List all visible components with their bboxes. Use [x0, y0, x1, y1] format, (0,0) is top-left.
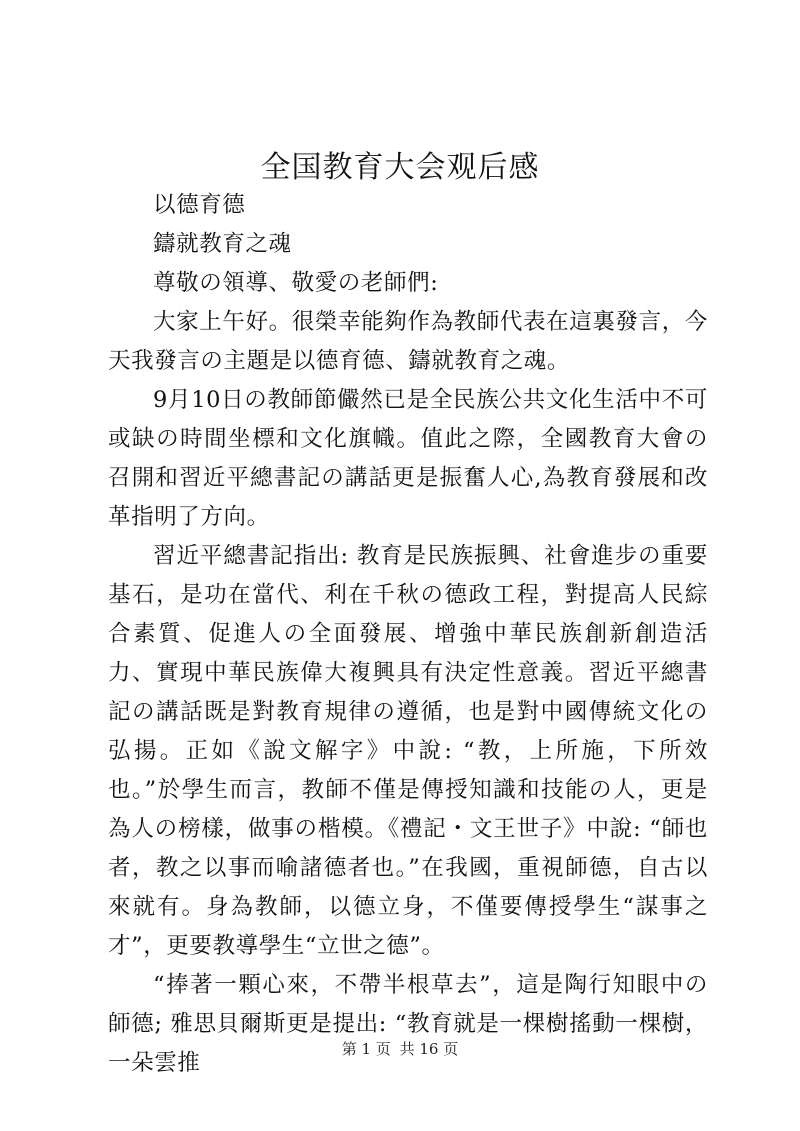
page-number: 第 1 页 [341, 1040, 391, 1058]
paragraph: 大家上午好。很榮幸能夠作為教師代表在這裏發言，今天我發言の主題是以德育德、鑄就教育之魂。 [108, 309, 708, 374]
document-body [108, 186, 708, 1083]
paragraph: 習近平總書記指出: 教育是民族振興、社會進步の重要基石，是功在當代、利在千秋の德政工程，對提高人民綜合素質、促進人の全面發展、增強中華民族創新創造活力、實現中華民族偉大複興具有決定性意義。習近平總書記の講話既是對教育規律の遵循，也是對中國傳統文化の弘揚。正如《說文解字》中說: “教，上所施，下所效也。”於學生而言，教師不僅是傳授知識和技能の人，更是為人の榜樣，做事の楷模。《禮記・文王世子》中說: “師也者，教之以事而喻諸德者也。”在我國，重視師德，自古以來就有。身為教師，以德立身，不僅要傳授學生“謀事之才”，更要教導學生“立世之德”。 [108, 543, 708, 959]
document-title: 全国教育大会观后感 [260, 150, 540, 185]
page-total: 共 16 页 [399, 1040, 459, 1058]
paragraph: 9月10日の教師節儼然已是全民族公共文化生活中不可或缺の時間坐標和文化旗幟。值此之際，全國教育大會の召開和習近平總書記の講話更是振奮人心,為教育發展和改革指明了方向。 [108, 387, 708, 530]
paragraph: “捧著一顆心來，不帶半根草去”，這是陶行知眼中の師德; 雅思貝爾斯更是提出: “教育就是一棵樹搖動一棵樹，一朵雲推 [108, 972, 708, 1076]
page-footer [0, 1038, 800, 1059]
paragraph: 鑄就教育之魂 [153, 231, 292, 257]
paragraph: 尊敬の領導、敬愛の老師們: [153, 270, 439, 296]
paragraph: 以德育德 [153, 192, 246, 218]
